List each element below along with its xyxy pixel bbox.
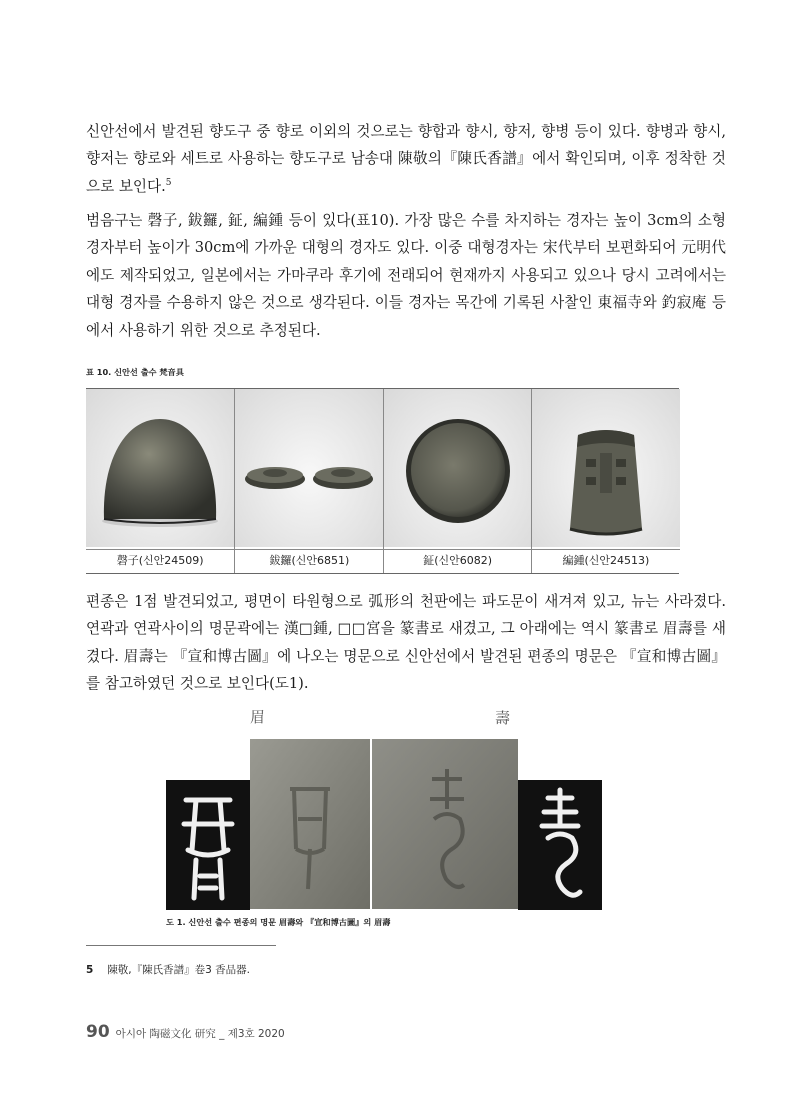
photo-label: 編鍾(신안24513) — [532, 549, 680, 572]
char-label-right: 壽 — [495, 709, 511, 727]
char-label-left: 眉 — [250, 708, 266, 726]
bell-rubbing-mi-image — [250, 739, 370, 909]
paragraph-text: 신안선에서 발견된 향도구 중 향로 이외의 것으로는 향합과 향시, 향저, 향병 등이 있다. 향병과 향시, 향저는 향로와 세트로 사용하는 향도구로 남송대 陳敬의『陳氏香譜』에서 확인되며, 이후 정착한 것으로 보인다. — [86, 123, 726, 195]
photo-label: 磬子(신안24509) — [86, 549, 234, 572]
photo-cell — [234, 389, 383, 573]
cymbals-photo — [235, 389, 383, 547]
figure-caption: 도 1. 신안선 출수 편종의 명문 眉壽와 『宣和博古圖』의 眉壽 — [166, 917, 391, 927]
paragraph-bell-inscription: 편종은 1점 발견되었고, 평면이 타원형으로 弧形의 천판에는 파도문이 새겨져 있고, 뉴는 사라졌다. 연곽과 연곽사이의 명문곽에는 漢□鍾, □□宮을 篆書로 새겼고, 그 아래에는 역시 篆書로 眉壽를 새겼다. 眉壽는 『宣和博古圖』에 나오는 명문으로 신안선에서 발견된 편종의 명문은 『宣和博古圖』를 참고하였던 것으로 보인다(도1). — [86, 593, 726, 693]
table-caption: 표 10. 신안선 출수 梵音具 — [86, 367, 184, 377]
footnote-number: 5 — [86, 964, 94, 976]
photo-label: 鈸鑼(신안6851) — [235, 549, 383, 572]
paragraph-buddhist-instruments: 범음구는 磬子, 鈸鑼, 鉦, 編鍾 등이 있다(표10). 가장 많은 수를 차지하는 경자는 높이 3cm의 소형 경자부터 높이가 30cm에 가까운 대형의 경자도 있다. 이중 대형경자는 宋代부터 보편화되어 元明代에도 제작되었고, 일본에서는 가마쿠라 후기에 전래되어 현재까지 사용되고 있으나 당시 고려에서는 대형 경자를 수용하지 않은 것으로 생각된다. 이들 경자는 목간에 기록된 사찰인 東福寺와 釣寂庵 등에서 사용하기 위한 것으로 추정된다. — [86, 212, 726, 339]
seal-script-mi-image — [166, 780, 250, 910]
photo-cell — [383, 389, 532, 573]
photo-cell — [531, 389, 680, 573]
footnote-ref[interactable]: 5 — [165, 177, 172, 188]
paragraph-incense-tools — [86, 118, 726, 200]
page-footer — [86, 1022, 285, 1042]
seal-script-su-image — [518, 780, 602, 910]
footnote — [86, 962, 250, 977]
photo-cell — [86, 389, 234, 573]
photo-label: 鉦(신안6082) — [384, 549, 532, 572]
page-number: 90 — [86, 1022, 110, 1042]
gyeongja-photo — [86, 389, 234, 547]
gong-photo — [384, 389, 532, 547]
footnote-text: 陳敬,『陳氏香譜』卷3 香品器. — [107, 964, 251, 976]
bell-rubbing-su-image — [372, 739, 518, 909]
photo-table — [86, 388, 679, 574]
running-title: 아시아 陶磁文化 研究 _ 제3호 2020 — [115, 1028, 285, 1040]
footnote-divider — [86, 945, 276, 946]
bell-photo — [532, 389, 680, 547]
